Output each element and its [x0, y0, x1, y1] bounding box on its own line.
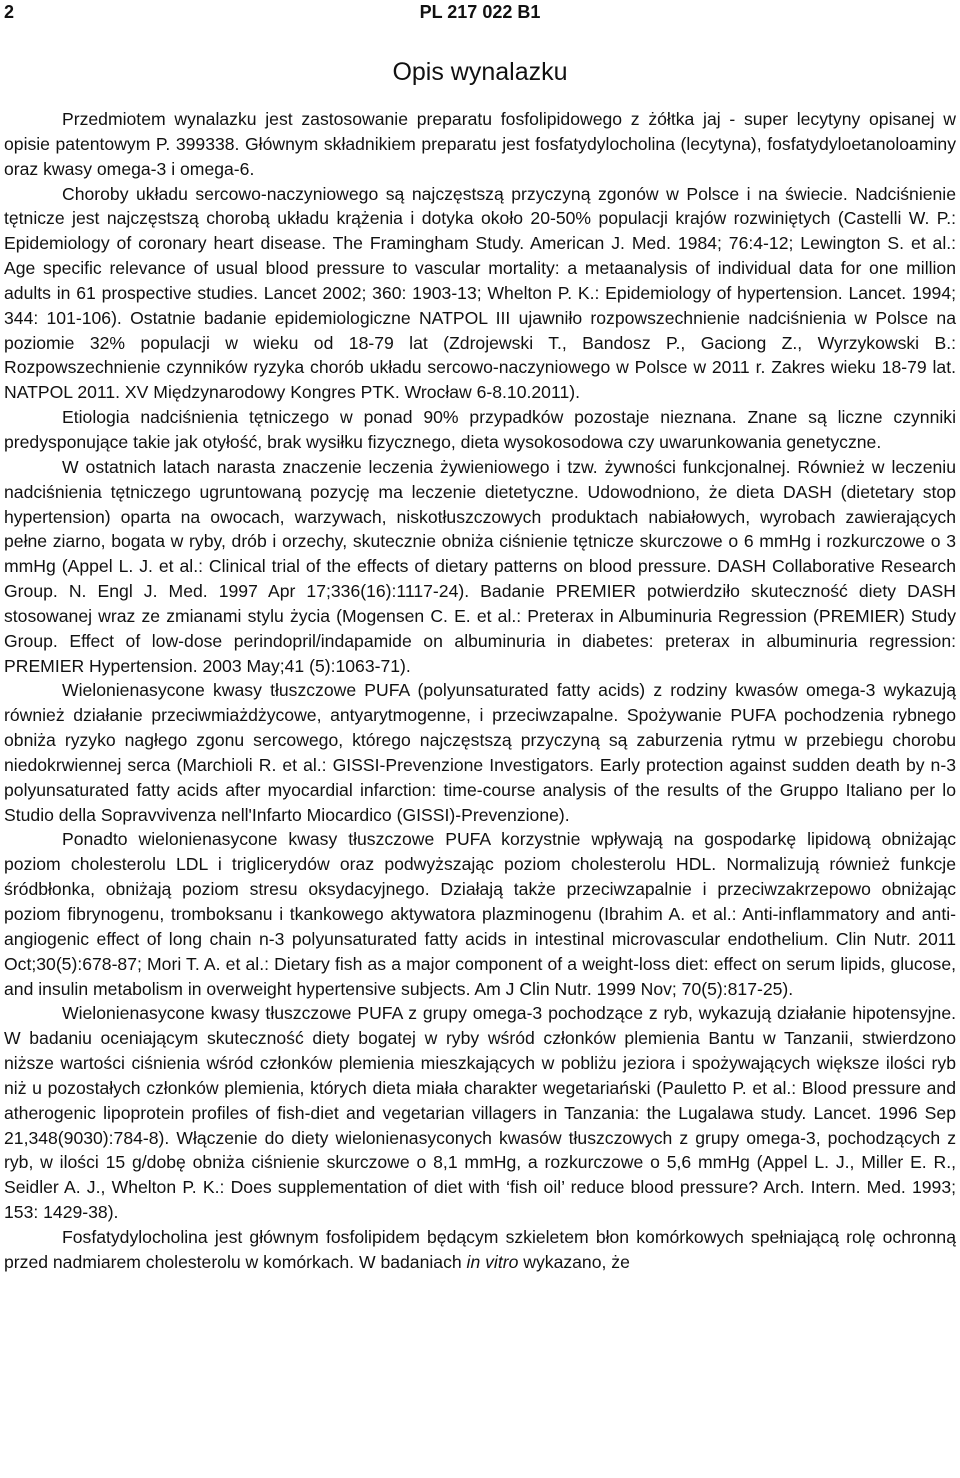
paragraph-cardiovascular: Choroby układu sercowo-naczyniowego są najczęstszą przyczyną zgonów w Polsce i na świecie. Nadciśnienie tętnicze jest najczęstszą chorobą układu krążenia i dotyka około 20-50% populacji krajów rozwiniętych (Castelli W. P.: Epidemiology of coronary heart disease. The Framingham Study. American J. Med. 1984; 76:4-12; Lewington S. et al.: Age specific relevance of usual blood pressure to vascular mortality: a metaanalysis of individual data for one million adults in 61 prospective studies. Lancet 2002; 360: 1903-13; Whelton P. K.: Epidemiology of hypertension. Lancet. 1994; 344: 101-106). Ostatnie badanie epidemiologiczne NATPOL III ujawniło rozpowszechnienie nadciśnienia w Polsce na poziomie 32% populacji w wieku od 18-79 lat (Zdrojewski T., Bandosz P., Gaciong Z., Wyrzykowski B.: Rozpowszechnienie czynników ryzyka chorób układu sercowo-naczyniowego w Polsce w 2011 r. Zakres wieku 18-79 lat. NATPOL 2011. XV Międzynarodowy Kongres PTK. Wrocław 6-8.10.2011).	[4, 183, 956, 403]
document-body	[4, 107, 956, 1275]
italic-term: in vitro	[466, 1251, 519, 1272]
paragraph-phosphatidylcholine	[4, 1225, 956, 1275]
paragraph-etiology: Etiologia nadciśnienia tętniczego w ponad 90% przypadków pozostaje nieznana. Znane są liczne czynniki predysponujące takie jak otyłość, brak wysiłku fizycznego, dieta wysokosodowa czy uwarunkowania genetyczne.	[4, 407, 956, 452]
paragraph-pufa-lipids: Ponadto wielonienasycone kwasy tłuszczowe PUFA korzystnie wpływają na gospodarkę lipidową obniżając poziom cholesterolu LDL i triglicerydów oraz podwyższając poziom cholesterolu HDL. Normalizują również funkcje śródbłonka, obniżają poziom stresu oksydacyjnego. Działają także przeciwzapalnie i przeciwzakrzepowo obniżając poziom fibrynogenu, tromboksanu i tkankowego aktywatora plazminogenu (Ibrahim A. et al.: Anti-inflammatory and anti-angiogenic effect of long chain n-3 polyunsaturated fatty acids in intestinal microvascular endothelium. Clin Nutr. 2011 Oct;30(5):678-87; Mori T. A. et al.: Dietary fish as a major component of a weight-loss diet: effect on serum lipids, glucose, and insulin metabolism in overweight hypertensive subjects. Am J Clin Nutr. 1999 Nov; 70(5):817-25).	[4, 829, 956, 999]
paragraph-subject: Przedmiotem wynalazku jest zastosowanie preparatu fosfolipidowego z żółtka jaj - super lecytyny opisanej w opisie patentowym P. 399338. Głównym składnikiem preparatu jest fosfatydylocholina (lecytyna), fosfatydyloetanoloaminy oraz kwasy omega-3 i omega-6.	[4, 109, 956, 179]
paragraph-pufa-hypotensive: Wielonienasycone kwasy tłuszczowe PUFA z grupy omega-3 pochodzące z ryb, wykazują działanie hipotensyjne. W badaniu oceniającym skuteczność diety bogatej w ryby wśród członków plemienia Bantu w Tanzanii, stwierdzono niższe wartości ciśnienia wśród członków plemienia mieszkających w pobliżu jeziora i spożywających większe ilości ryb niż u pozostałych członków plemienia, których dieta miała charakter wegetariański (Pauletto P. et al.: Blood pressure and atherogenic lipoprotein profiles of fish-diet and vegetarian villagers in Tanzania: the Lugalawa study. Lancet. 1996 Sep 21,348(9030):784-8). Włączenie do diety wielonienasyconych kwasów tłuszczowych z grupy omega-3, pochodzących z ryb, w ilości 15 g/dobę obniża ciśnienie skurczowe o 8,1 mmHg, a rozkurczowe o 5,6 mmHg (Appel L. J., Miller E. R., Seidler A. J., Whelton P. K.: Does supplementation of diet with ‘fish oil’ reduce blood pressure? Arch. Intern. Med. 1993; 153: 1429-38).	[4, 1003, 956, 1223]
patent-number: PL 217 022 B1	[419, 2, 541, 22]
page-number: 2	[4, 2, 15, 22]
page-header	[0, 0, 960, 28]
paragraph-text-start: Fosfatydylocholina jest głównym fosfolipidem będącym szkieletem błon komórkowych spełniającą rolę ochronną przed nadmiarem cholesterolu w komórkach. W badaniach	[4, 1226, 956, 1272]
paragraph-text-end: wykazano, że	[518, 1251, 630, 1272]
section-title: Opis wynalazku	[392, 58, 568, 86]
paragraph-pufa-omega3: Wielonienasycone kwasy tłuszczowe PUFA (polyunsaturated fatty acids) z rodziny kwasów omega-3 wykazują również działanie przeciwmiażdżycowe, antyarytmogenne, i przeciwzapalne. Spożywanie PUFA pochodzenia rybnego obniża ryzyko nagłego zgonu sercowego, którego najczęstszą przyczyną są zaburzenia rytmu w przebiegu chorobu niedokrwiennej serca (Marchioli R. et al.: GISSI-Prevenzione Investigators. Early protection against sudden death by n-3 polyunsaturated fatty acids after myocardial infarction: time-course analysis of the results of the Gruppo Italiano per lo Studio della Sopravvivenza nell'Infarto Miocardico (GISSI)-Prevenzione).	[4, 680, 956, 825]
paragraph-diet-treatment: W ostatnich latach narasta znaczenie leczenia żywieniowego i tzw. żywności funkcjonalnej. Również w leczeniu nadciśnienia tętniczego ugruntowaną pozycję ma leczenie dietetyczne. Udowodniono, że dieta DASH (dietetary stop hypertension) oparta na owocach, warzywach, niskotłuszczowych produktach nabiałowych, wyrobach zawierających pełne ziarno, bogata w ryby, drób i orzechy, skutecznie obniża ciśnienie tętnicze skurczowe o 6 mmHg i rozkurczowe o 3 mmHg (Appel L. J. et al.: Clinical trial of the effects of dietary patterns on blood pressure. DASH Collaborative Research Group. N. Engl J. Med. 1997 Apr 17;336(16):1117-24). Badanie PREMIER potwierdziło skuteczność diety DASH stosowanej wraz ze zmianami stylu życia (Mogensen C. E. et al.: Preterax in Albuminuria Regression (PREMIER) Study Group. Effect of low-dose perindopril/indapamide on albuminuria in diabetes: preterax in albuminuria regression: PREMIER Hypertension. 2003 May;41 (5):1063-71).	[4, 456, 956, 676]
